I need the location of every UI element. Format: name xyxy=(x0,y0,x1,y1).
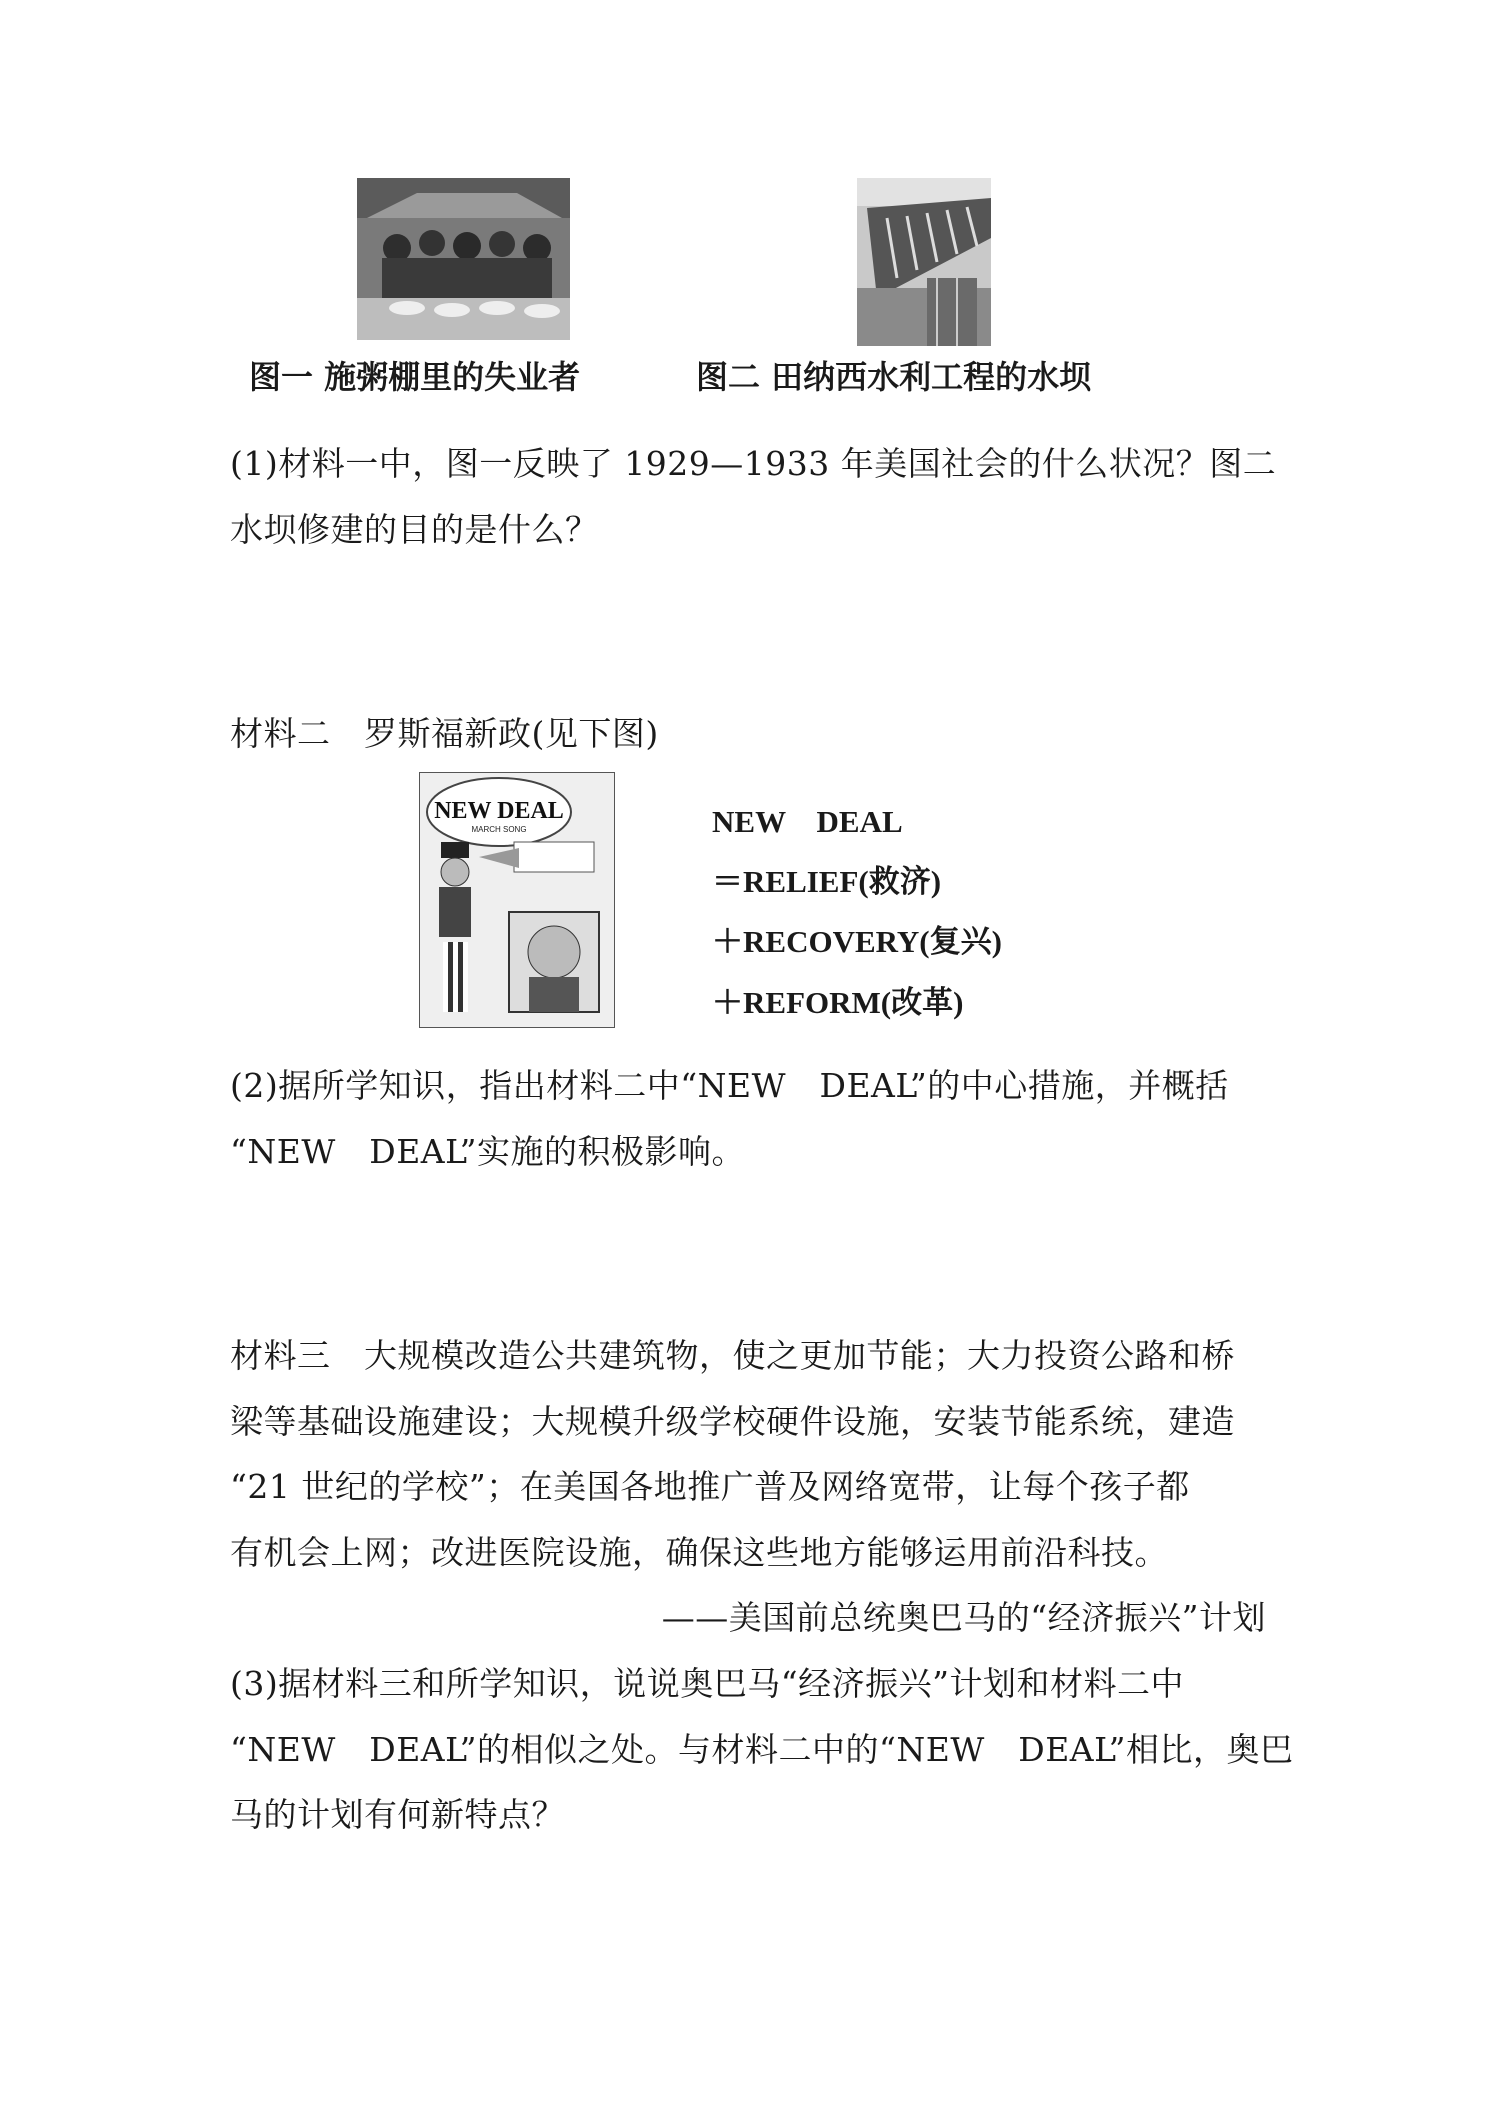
figure1-caption: 图一 施粥棚里的失业者 xyxy=(249,358,581,396)
material3-line3: “21 世纪的学校”；在美国各地推广普及网络宽带，让每个孩子都 xyxy=(230,1467,1190,1506)
formula-line1: NEW DEAL xyxy=(712,804,903,839)
question3-line3: 马的计划有何新特点？ xyxy=(230,1795,565,1834)
question1-line1: (1)材料一中，图一反映了 1929—1933 年美国社会的什么状况？图二 xyxy=(230,444,1277,483)
material3-line2: 梁等基础设施建设；大规模升级学校硬件设施，安装节能系统，建造 xyxy=(230,1402,1235,1441)
figure2-caption: 图二 田纳西水利工程的水坝 xyxy=(696,358,1092,396)
question3-line1: (3)据材料三和所学知识，说说奥巴马“经济振兴”计划和材料二中 xyxy=(230,1664,1184,1703)
formula-line4: ＋REFORM(改革) xyxy=(712,985,964,1020)
question3-line2: “NEW DEAL”的相似之处。与材料二中的“NEW DEAL”相比，奥巴 xyxy=(230,1730,1294,1769)
material3-line4: 有机会上网；改进医院设施，确保这些地方能够运用前沿科技。 xyxy=(230,1533,1168,1572)
question1-line2: 水坝修建的目的是什么？ xyxy=(230,510,599,549)
poster-title: NEW DEAL xyxy=(434,798,564,824)
material2-title: 材料二 罗斯福新政(见下图) xyxy=(230,714,659,753)
poster-subtitle: MARCH SONG xyxy=(471,825,527,834)
soup-kitchen-photo xyxy=(357,178,570,340)
formula-line2: ＝RELIEF(救济) xyxy=(712,864,942,899)
new-deal-poster xyxy=(419,772,615,1028)
question2-line2: “NEW DEAL”实施的积极影响。 xyxy=(230,1132,746,1171)
material3-source: ——美国前总统奥巴马的“经济振兴”计划 xyxy=(661,1598,1266,1637)
dam-photo xyxy=(857,178,991,346)
question2-line1: (2)据所学知识，指出材料二中“NEW DEAL”的中心措施，并概括 xyxy=(230,1066,1229,1105)
material3-line1: 材料三 大规模改造公共建筑物，使之更加节能；大力投资公路和桥 xyxy=(230,1336,1235,1375)
formula-line3: ＋RECOVERY(复兴) xyxy=(712,924,1002,959)
